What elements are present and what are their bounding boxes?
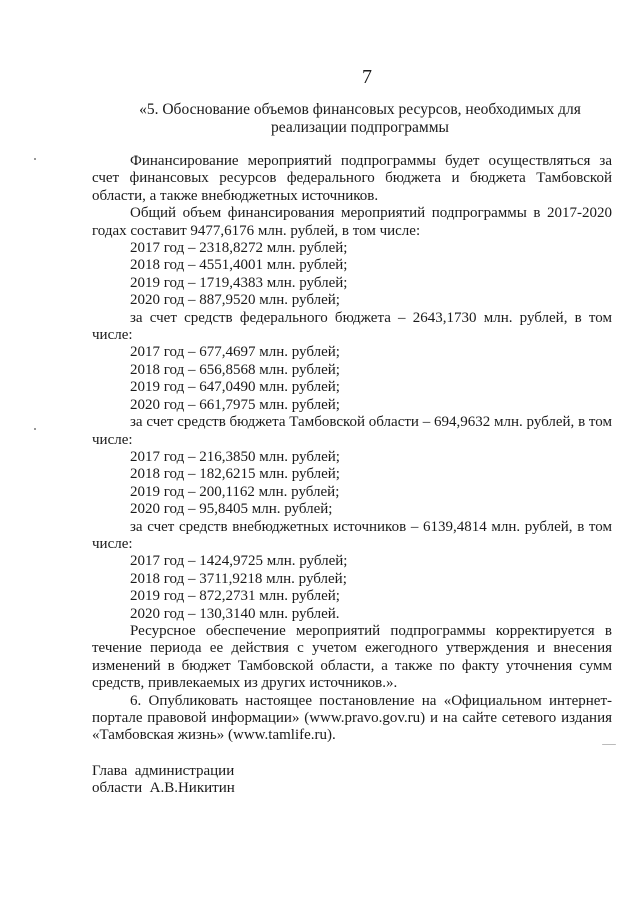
list-item: 2020 год – 95,8405 млн. рублей; bbox=[130, 501, 333, 518]
list-item: 2019 год – 872,2731 млн. рублей; bbox=[130, 588, 340, 605]
scan-speck bbox=[602, 744, 616, 745]
list-item: 2020 год – 661,7975 млн. рублей; bbox=[130, 396, 340, 413]
list-item: 2017 год – 1424,9725 млн. рублей; bbox=[130, 553, 348, 570]
list-item: 2019 год – 1719,4383 млн. рублей; bbox=[130, 274, 348, 291]
paragraph-extra-budgetary: за счет средств внебюджетных источников – 6139,4814 млн. рублей, в том числе: bbox=[92, 518, 612, 552]
scan-speck bbox=[34, 428, 36, 430]
list-item: 2018 год – 656,8568 млн. рублей; bbox=[130, 361, 340, 378]
list-item: 2018 год – 182,6215 млн. рублей; bbox=[130, 466, 340, 483]
document-body bbox=[92, 153, 612, 745]
total-years-list bbox=[92, 240, 612, 310]
paragraph-publication: 6. Опубликовать настоящее постановление на «Официальном интернет-портале правовой информации» (www.pravo.gov.ru) и на сайте сетевого издания «Тамбовская жизнь» (www.tamlife.ru). bbox=[92, 692, 612, 744]
section-heading-line-2: реализации подпрограммы bbox=[271, 119, 449, 136]
page-number: 7 bbox=[362, 66, 372, 88]
paragraph-regional-budget: за счет средств бюджета Тамбовской области – 694,9632 млн. рублей, в том числе: bbox=[92, 414, 612, 448]
extra-years-list bbox=[92, 553, 612, 623]
section-heading-line-1: «5. Обоснование объемов финансовых ресурсов, необходимых для bbox=[139, 101, 581, 118]
federal-years-list bbox=[92, 344, 612, 414]
paragraph-resource-provision: Ресурсное обеспечение мероприятий подпрограммы корректируется в течение периода ее действия с учетом ежегодного утверждения и внесения изменений в бюджет Тамбовской области, а также по факту уточнения сумм средств, привлекаемых из других источников.». bbox=[92, 622, 612, 692]
scan-speck bbox=[34, 158, 36, 160]
signature-title: Глава администрации bbox=[92, 763, 235, 779]
list-item: 2017 год – 677,4697 млн. рублей; bbox=[130, 344, 340, 361]
list-item: 2020 год – 130,3140 млн. рублей. bbox=[130, 605, 340, 622]
section-heading bbox=[120, 101, 600, 137]
list-item: 2018 год – 3711,9218 млн. рублей; bbox=[130, 570, 347, 587]
paragraph-federal-budget: за счет средств федерального бюджета – 2643,1730 млн. рублей, в том числе: bbox=[92, 309, 612, 344]
list-item: 2020 год – 887,9520 млн. рублей; bbox=[130, 292, 340, 309]
paragraph-total-volume: Общий объем финансирования мероприятий подпрограммы в 2017-2020 годах составит 9477,6176 млн. рублей, в том числе: bbox=[92, 205, 612, 239]
regional-years-list bbox=[92, 449, 612, 519]
signature-name: области А.В.Никитин bbox=[92, 780, 235, 797]
list-item: 2017 год – 2318,8272 млн. рублей; bbox=[130, 240, 348, 257]
list-item: 2019 год – 200,1162 млн. рублей; bbox=[130, 483, 340, 500]
list-item: 2017 год – 216,3850 млн. рублей; bbox=[130, 448, 340, 465]
list-item: 2019 год – 647,0490 млн. рублей; bbox=[130, 379, 340, 396]
signature-block bbox=[92, 763, 235, 798]
paragraph-financing-sources: Финансирование мероприятий подпрограммы будет осуществляться за счет финансовых ресурсов федерального бюджета и бюджета Тамбовской области, а также внебюджетных источников. bbox=[92, 153, 612, 204]
list-item: 2018 год – 4551,4001 млн. рублей; bbox=[130, 257, 348, 274]
